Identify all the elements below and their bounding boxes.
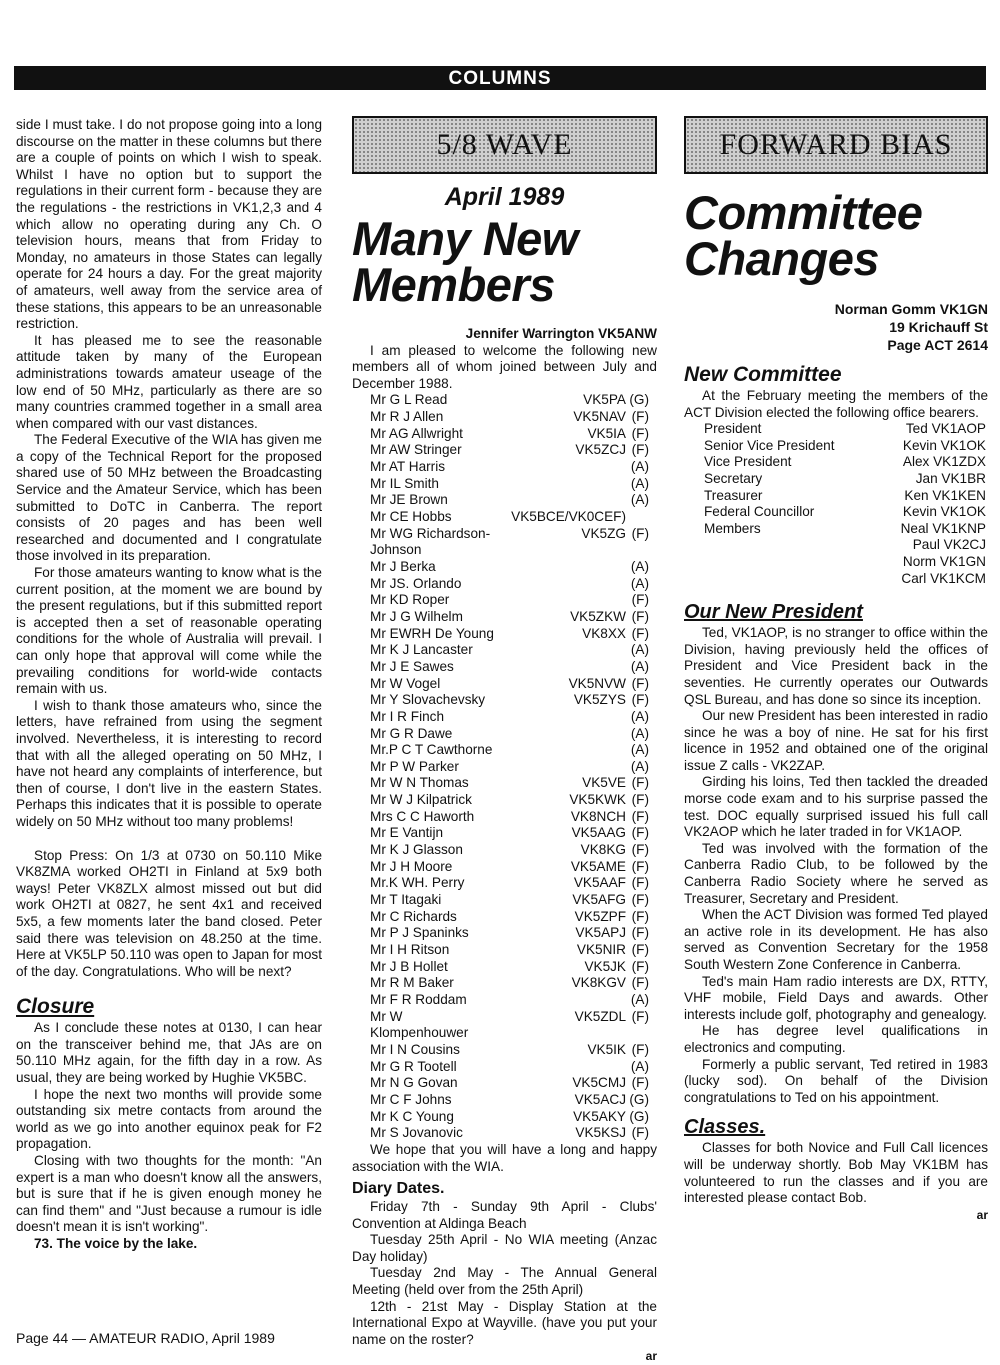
officer-name: Ted VK1AOP [905, 421, 986, 437]
member-callsign: VK5AME [570, 858, 626, 874]
section-banner [14, 66, 986, 90]
paragraph: Formerly a public servant, Ted retired in 1983 (lucky sod). On behalf of the Division congratulations to Ted on his appointment. [684, 1056, 988, 1105]
member-grade: (F) [631, 625, 649, 641]
member-callsign [494, 709, 626, 726]
member-name: Mr AG Allwright [370, 425, 463, 441]
officer-name: Kevin VK1OK [902, 504, 986, 520]
member-name: Mr I R Finch [370, 708, 445, 724]
member-callsign: VK8KGV [571, 975, 626, 991]
member-callsign [494, 492, 626, 509]
officer-role: President [704, 421, 762, 437]
member-grade: (F) [631, 1008, 649, 1024]
member-grade [626, 509, 657, 526]
member-callsign [494, 992, 626, 1009]
member-grade: (A) [630, 558, 649, 574]
member-grade: (F) [631, 1125, 649, 1141]
member-callsign: VK8NCH [570, 808, 626, 824]
member-grade: (F) [631, 775, 649, 791]
member-callsign: VK5IA [587, 425, 626, 441]
column-right [684, 116, 988, 1223]
paragraph: Ted's main Ham radio interests are DX, RTTY, VHF mobile, Field Days and awards. Other interests include golf, photography and genealogy. [684, 973, 988, 1022]
member-name: Mr KD Roper [370, 592, 450, 608]
member-callsign [494, 742, 626, 759]
column-middle [352, 116, 657, 1365]
officer-name: Carl VK1KCM [901, 570, 986, 586]
author-name: Norman Gomm VK1GN [834, 301, 988, 317]
officer-name: Neal VK1KNP [900, 520, 986, 536]
member-grade: (F) [631, 692, 649, 708]
officer-name: Norm VK1GN [902, 553, 986, 569]
committee-heading: New Committee [684, 363, 842, 386]
member-name: Mr W Vogel [370, 675, 441, 691]
officer-name: Alex VK1ZDX [902, 454, 986, 470]
paragraph: Ted was involved with the formation of the Canberra Radio Club, to be followed by the Canberra Radio Society where he served as Treasurer, Secretary and President. [684, 840, 988, 906]
column-title: FORWARD BIAS [719, 127, 953, 161]
member-name: Mr WG Richardson-Johnson [370, 525, 491, 558]
member-name: Mr CE Hobbs [370, 508, 452, 524]
headline: Many New Members [352, 212, 578, 311]
member-grade: (F) [631, 442, 649, 458]
officer-role: Treasurer [704, 487, 763, 503]
officer-role [704, 537, 901, 554]
stop-press: Stop Press: On 1/3 at 0730 on 50.110 Mike VK8ZMA worked OH2TI in Finland at 5x9 both ways! Peter VK8ZLX almost missed out but did work OH2TI at 0827, he sent 4x1 and received 5x5, a few moments later the band closed. Peter said there was television on 48.250 at the time. Here at VK5LP 50.110 was open to Japan for most of the day. Congratulations. Who will be next? [16, 847, 322, 979]
member-name: Mr F R Roddam [370, 992, 467, 1007]
member-grade: (F) [631, 908, 649, 924]
member-callsign: VK5AKY [573, 1108, 626, 1124]
member-name: Mr G L Read [370, 392, 448, 408]
member-callsign: VK5ZG [581, 525, 626, 541]
diary-heading: Diary Dates. [352, 1180, 445, 1198]
officer-role [704, 554, 901, 571]
paragraph: It has pleased me to see the reasonable attitude taken by many of the European administrations towards amateur useage of the low end of 50 MHz, particularly as there are so many countries crammed together in a small area when compared with our vast distances. [16, 332, 322, 431]
member-callsign: VK5BCE/VK0CEF) [511, 508, 626, 524]
member-name: Mr I N Cousins [370, 1041, 460, 1057]
paragraph: Our new President has been interested in radio since he was a boy of nine. He sat for his first licence in 1952 and obtained one of the original issue Z calls - VK2ZAP. [684, 708, 988, 773]
officer-role: Members [704, 520, 761, 536]
paragraph: He has degree level qualifications in electronics and computing. [684, 1023, 988, 1055]
member-grade: (F) [631, 1041, 649, 1057]
officer-name: Kevin VK1OK [902, 437, 986, 453]
member-callsign: VK5ZCJ [575, 442, 626, 458]
officer-role: Federal Councillor [704, 504, 815, 520]
member-name: Mrs C C Haworth [370, 808, 475, 824]
member-callsign: VK5KWK [569, 792, 626, 808]
member-name: Mr C F Johns [370, 1091, 452, 1107]
member-name: Mr P W Parker [370, 758, 459, 774]
member-grade: (A) [630, 758, 649, 774]
page-footer: Page 44 — AMATEUR RADIO, April 1989 [16, 1330, 275, 1346]
member-grade: (F) [631, 608, 649, 624]
member-name: Mr W Klompenhouwer [370, 1008, 469, 1041]
member-name: Mr AT Harris [370, 459, 446, 474]
member-callsign: VK5IK [587, 1041, 626, 1057]
member-callsign [494, 459, 626, 476]
issue-date: April 1989 [444, 183, 565, 211]
member-name: Mr AW Stringer [370, 442, 462, 458]
member-callsign: VK5ZDL [574, 1008, 626, 1024]
member-name: Mr R M Baker [370, 975, 454, 991]
member-name: Mr K J Glasson [370, 842, 463, 858]
member-grade: (F) [631, 525, 649, 541]
member-callsign: VK5APJ [575, 925, 626, 941]
member-grade: (F) [631, 592, 649, 608]
member-callsign: VK8XX [582, 625, 626, 641]
member-callsign: VK5NAV [573, 409, 626, 425]
member-list [370, 392, 657, 1142]
column-left [16, 117, 322, 1253]
paragraph: For those amateurs wanting to know what is the current position, at the moment we are bound by the present regulations, but if this submitted report is accepted then a set of reasonable operating conditions for the whole of Australia will prevail. I can only hope that approval will come while the prevailing conditions for world-wide contacts remain with us. [16, 565, 322, 697]
member-grade: (A) [630, 708, 649, 724]
column-title-box [684, 116, 988, 174]
member-name: Mr JE Brown [370, 492, 448, 508]
diary-item: Tuesday 25th April - No WIA meeting (Anzac Day holiday) [352, 1232, 657, 1264]
member-callsign: VK5AFG [572, 892, 626, 908]
member-name: Mr.P C T Cawthorne [370, 742, 493, 758]
member-callsign [494, 576, 626, 593]
member-callsign: VK5ACJ [574, 1091, 626, 1107]
member-name: Mr J G Wilhelm [370, 608, 463, 624]
member-callsign: VK8KG [580, 842, 626, 858]
end-mark: ar [976, 1207, 988, 1222]
closure-heading: Closure [16, 995, 95, 1019]
outro: We hope that you will have a long and happy association with the WIA. [352, 1141, 657, 1174]
member-callsign: VK5NIR [576, 942, 626, 958]
diary-item: Tuesday 2nd May - The Annual General Meeting (held over from the 25th April) [352, 1265, 657, 1298]
officer-name: Paul VK2CJ [912, 537, 986, 553]
officer-role: Senior Vice President [704, 437, 835, 453]
intro: I am pleased to welcome the following new members all of whom joined between July and December 1988. [352, 342, 657, 391]
member-grade: (G) [629, 1091, 649, 1107]
column-title: 5/8 WAVE [436, 127, 573, 161]
member-grade: (F) [631, 925, 649, 941]
member-grade: (F) [631, 842, 649, 858]
sign-off: 73. The voice by the lake. [34, 1236, 198, 1251]
byline: Jennifer Warrington VK5ANW [465, 326, 657, 341]
diary-item: Friday 7th - Sunday 9th April - Clubs' Convention at Aldinga Beach [352, 1199, 657, 1231]
member-name: Mr K C Young [370, 1108, 454, 1124]
paragraph: I hope the next two months will provide some outstanding six metre contacts from around the world as we go into another equinox peak for F2 propagation. [16, 1086, 322, 1152]
member-callsign: VK5AAF [573, 875, 626, 891]
member-grade: (A) [630, 642, 649, 658]
member-name: Mr G R Tootell [370, 1058, 457, 1074]
member-name: Mr Y Slovachevsky [370, 692, 486, 708]
member-callsign [494, 726, 626, 743]
member-grade: (F) [631, 942, 649, 958]
member-name: Mr E Vantijn [370, 825, 444, 841]
member-name: Mr R J Allen [370, 409, 444, 425]
member-name: Mr JS. Orlando [370, 575, 462, 591]
member-name: Mr IL Smith [370, 475, 439, 491]
member-grade: (F) [631, 825, 649, 841]
end-mark: ar [645, 1349, 657, 1364]
member-callsign: VK5ZYS [573, 692, 626, 708]
paragraph: When the ACT Division was formed Ted played an active role in its development. He has also served as Convention Secretary for the 1958 South Western Zone Conference in Canberra. [684, 907, 988, 972]
member-callsign: VK5VE [582, 775, 626, 791]
member-callsign: VK5KSJ [575, 1125, 626, 1141]
member-grade: (A) [630, 992, 649, 1007]
member-callsign [494, 592, 626, 609]
member-callsign: VK5ZPF [574, 908, 626, 924]
paragraph: The Federal Executive of the WIA has given me a copy of the Technical Report for the proposed shared use of 50 MHz between the Broadcasting Service and the Amateur Service, which has been submitted to DoTC in Canberra. The report consists of 20 pages and has been well researched and documented and I congratulate those involved in its preparation. [16, 432, 322, 564]
member-grade: (A) [630, 725, 649, 741]
paragraph: Closing with two thoughts for the month: "An expert is a man who doesn't know all the answers, but is sure that if he is given enough money he can find them" and "Just because a rumour is idle doesn't mean it is isn't working". [16, 1153, 322, 1235]
author-city: Page ACT 2614 [887, 337, 988, 353]
officer-role [704, 571, 901, 588]
member-name: Mr G R Dawe [370, 725, 453, 741]
member-callsign: VK5NVW [568, 675, 626, 691]
member-grade: (A) [630, 459, 649, 474]
member-name: Mr J Berka [370, 558, 436, 574]
member-callsign: VK5AAG [571, 825, 626, 841]
section-title: COLUMNS [448, 68, 552, 89]
member-name: Mr I H Ritson [370, 942, 450, 958]
member-grade: (F) [631, 808, 649, 824]
member-grade: (A) [630, 575, 649, 591]
member-grade: (F) [631, 425, 649, 441]
member-callsign: VK5CMJ [572, 1075, 626, 1091]
diary-item: 12th - 21st May - Display Station at the International Expo at Wayville. (have you put your name on the roster? [352, 1298, 657, 1347]
member-name: Mr W N Thomas [370, 775, 469, 791]
member-callsign: VK5PA [583, 392, 626, 408]
member-grade: (F) [631, 792, 649, 808]
officer-role: Secretary [704, 470, 763, 486]
officer-list [704, 421, 986, 587]
member-name: Mr W J Kilpatrick [370, 792, 472, 808]
member-grade: (F) [631, 975, 649, 991]
member-callsign [494, 759, 626, 776]
member-grade: (G) [629, 1108, 649, 1124]
member-grade: (A) [630, 492, 649, 508]
member-name: Mr EWRH De Young [370, 625, 494, 641]
member-grade: (F) [631, 1075, 649, 1091]
member-grade: (F) [631, 675, 649, 691]
member-grade: (F) [631, 892, 649, 908]
classes-heading: Classes. [684, 1116, 766, 1139]
member-grade: (G) [629, 392, 649, 408]
paragraph: Ted, VK1AOP, is no stranger to office within the Division, having previously held the offices of President and Vice President back in the seventies. He currently operates our Outwards QSL Bureau, and has done so since its inception. [684, 625, 988, 707]
member-callsign [494, 642, 626, 659]
member-callsign [494, 476, 626, 493]
member-name: Mr T Itagaki [370, 892, 442, 908]
member-name: Mr N G Govan [370, 1075, 458, 1091]
member-name: Mr C Richards [370, 908, 457, 924]
president-heading: Our New President [684, 601, 863, 624]
member-name: Mr K J Lancaster [370, 642, 473, 658]
member-callsign: VK5ZKW [570, 608, 626, 624]
paragraph: I wish to thank those amateurs who, since the letters, have refrained from using the segment involved. Nevertheless, it is interesting to record that with all the alleged operating on 50 MHz, I have not heard any complaints of interference, but then of course, I don't live in the eastern States. Perhaps this indicates that it is possible to operate widely on 50 MHz without too many problems! [16, 697, 322, 829]
member-name: Mr J E Sawes [370, 658, 454, 674]
paragraph: Girding his loins, Ted then tackled the dreaded morse code exam and to his surprise passed the test. DOC equally surprised issued his full call VK2AOP which he later traded in for VK1AOP. [684, 774, 988, 840]
officer-name: Jan VK1BR [915, 470, 986, 486]
member-name: Mr.K WH. Perry [370, 875, 465, 891]
paragraph: As I conclude these notes at 0130, I can hear on the transceiver behind me, that JAs are on 50.110 MHz again, for the fifth day in a row. As usual, they are being worked by Hughie VK5BC. [16, 1020, 322, 1086]
member-name: Mr S Jovanovic [370, 1125, 463, 1141]
member-grade: (F) [631, 858, 649, 874]
member-name: Mr J H Moore [370, 858, 453, 874]
committee-intro: At the February meeting the members of the ACT Division elected the following office bearers. [684, 388, 988, 420]
officer-name: Ken VK1KEN [904, 487, 986, 503]
officer-role: Vice President [704, 454, 792, 470]
member-grade: (F) [631, 409, 649, 425]
author-street: 19 Krichauff St [889, 319, 988, 335]
member-grade: (A) [630, 1058, 649, 1074]
member-name: Mr J B Hollet [370, 958, 448, 974]
member-grade: (A) [630, 658, 649, 674]
member-grade: (A) [630, 475, 649, 491]
paragraph: Classes for both Novice and Full Call licences will be underway shortly. Bob May VK1BM has volunteered to run the classes and if you are interested please contact Bob. [684, 1140, 988, 1206]
headline: Committee Changes [684, 186, 923, 285]
member-callsign [494, 659, 626, 676]
member-callsign [494, 1059, 626, 1076]
member-grade: (F) [631, 958, 649, 974]
column-title-box [352, 116, 657, 174]
member-grade: (F) [631, 875, 649, 891]
member-name: Mr P J Spaninks [370, 925, 469, 941]
member-callsign [494, 559, 626, 576]
member-grade: (A) [630, 742, 649, 758]
paragraph: side I must take. I do not propose going into a long discourse on the matter in these columns but there are a couple of points on which I wish to speak. Whilst I have no option but to support the regulations in their current form - because they are the regulations - the restrictions in VK1,2,3 and 4 which allow no operating during any Ch. O television hours, means that from Friday to Monday, no amateurs in those States can legally operate for 24 hours a day. For the great majority of amateurs, well away from the service area of these stations, this appears to be an unreasonable restriction. [16, 117, 322, 332]
member-callsign: VK5JK [584, 958, 626, 974]
